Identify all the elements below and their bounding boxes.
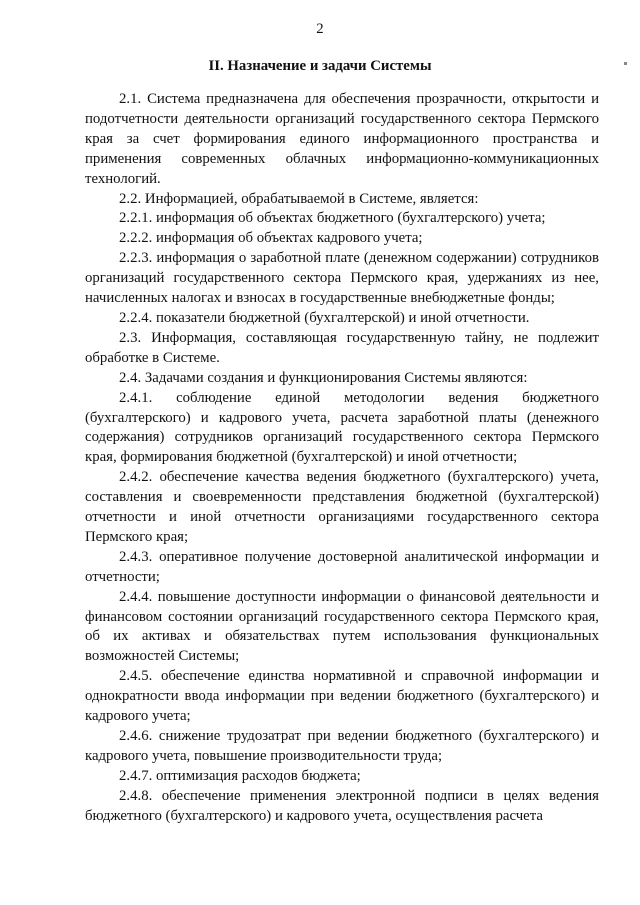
paragraph-2-4-6: 2.4.6. снижение трудозатрат при ведении бюджетного (бухгалтерского) и кадрового учета, повышение производительности труда; — [85, 728, 599, 764]
paragraph-2-2: 2.2. Информацией, обрабатываемой в Системе, является: — [119, 190, 479, 207]
paragraph-2-2-2: 2.2.2. информация об объектах кадрового учета; — [119, 230, 423, 247]
document-body — [85, 90, 599, 827]
paragraph-2-4-5: 2.4.5. обеспечение единства нормативной и справочной информации и однократности ввода информации при ведении бюджетного (бухгалтерского) и кадрового учета; — [85, 668, 599, 725]
paragraph-2-4-4: 2.4.4. повышение доступности информации о финансовой деятельности и финансовом состоянии организаций государственного сектора Пермского края, об их активах и обязательствах путем использования функциональных возможностей Системы; — [85, 588, 599, 665]
paragraph-2-2-3: 2.2.3. информация о заработной плате (денежном содержании) сотрудников организаций государственного сектора Пермского края, удержаниях из нее, начисленных налогах и взносах в государственные внебюджетные фонды; — [85, 250, 599, 307]
paragraph-2-3: 2.3. Информация, составляющая государственную тайну, не подлежит обработке в Системе. — [85, 329, 599, 366]
paragraph-2-4-8: 2.4.8. обеспечение применения электронной подписи в целях ведения бюджетного (бухгалтерского) и кадрового учета, осуществления расчета — [85, 787, 599, 824]
paragraph-2-2-4: 2.2.4. показатели бюджетной (бухгалтерской) и иной отчетности. — [119, 309, 530, 326]
paragraph-2-4-2: 2.4.2. обеспечение качества ведения бюджетного (бухгалтерского) учета, составления и своевременности представления бюджетной (бухгалтерской) отчетности и иной отчетности организациями государственного сектора Пермского края; — [85, 469, 599, 545]
paragraph-2-1: 2.1. Система предназначена для обеспечения прозрачности, открытости и подотчетности деятельности организаций государственного сектора Пермского края за счет формирования единого информационного пространства и применения современных облачных информационно-коммуникационных технологий. — [85, 91, 599, 187]
paragraph-2-4-7: 2.4.7. оптимизация расходов бюджета; — [119, 767, 361, 784]
page-number: 2 — [316, 21, 324, 37]
section-heading: II. Назначение и задачи Системы — [208, 58, 432, 74]
paragraph-2-4-1: 2.4.1. соблюдение единой методологии ведения бюджетного (бухгалтерского) и кадрового учета, расчета заработной платы (денежного содержания) сотрудников организаций государственного сектора Пермского края, формирования бюджетной (бухгалтерской) и иной отчетности; — [85, 389, 599, 466]
paragraph-2-4: 2.4. Задачами создания и функционирования Системы являются: — [119, 369, 528, 386]
paragraph-2-2-1: 2.2.1. информация об объектах бюджетного (бухгалтерского) учета; — [119, 210, 546, 227]
paragraph-2-4-3: 2.4.3. оперативное получение достоверной аналитической информации и отчетности; — [85, 548, 599, 585]
